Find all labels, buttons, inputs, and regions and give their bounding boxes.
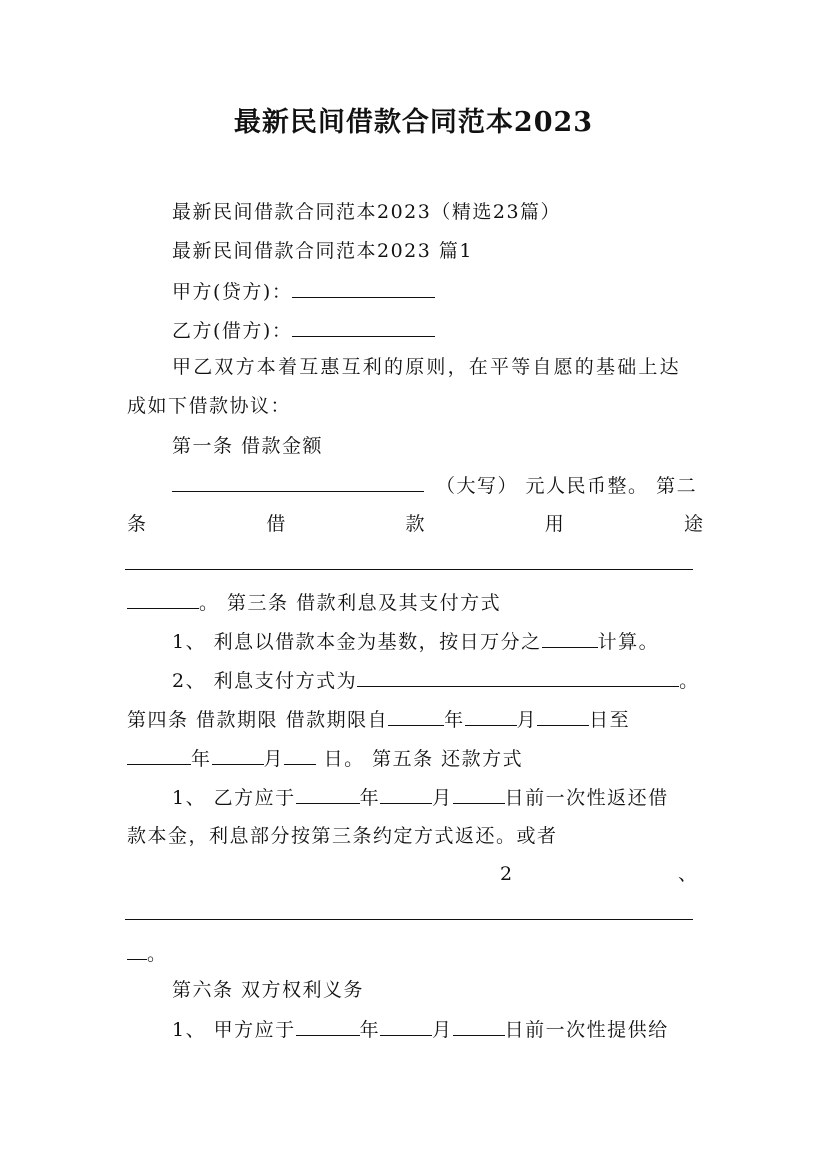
- party-a-line: [172, 279, 435, 304]
- repay-text: 1、 乙方应于: [172, 787, 296, 809]
- repay-month-blank: [380, 785, 432, 804]
- lend-year-blank: [296, 1017, 360, 1036]
- article-3-title: 。 第三条 借款利息及其支付方式: [199, 592, 502, 614]
- start-year-blank: [388, 707, 444, 726]
- interest-2-text: 2、 利息支付方式为: [172, 670, 358, 692]
- intro-line: 最新民间借款合同范本2023（精选23篇）: [172, 201, 562, 223]
- start-day-label: 日至: [589, 709, 631, 731]
- amount-blank: [172, 473, 424, 492]
- agreement-line-2: 成如下借款协议：: [127, 395, 292, 417]
- agreement-line-1: 甲乙双方本着互惠互利的原则，在平等自愿的基础上达: [172, 356, 681, 378]
- article-4-line-1: [127, 707, 630, 732]
- repay-year-label: 年: [359, 787, 381, 809]
- lend-month-label: 月: [432, 1019, 453, 1041]
- lend-text: 1、 甲方应于: [172, 1019, 296, 1041]
- end-day-blank: [284, 746, 316, 765]
- party-a-blank: [292, 279, 435, 298]
- repay-line-1: [172, 785, 669, 810]
- lend-line-1: [172, 1017, 669, 1042]
- end-year-blank: [127, 746, 191, 765]
- party-b-blank: [292, 318, 435, 337]
- article-2-line: [127, 512, 703, 536]
- article-4-line-2: [127, 746, 523, 771]
- repay-month-label: 月: [432, 787, 453, 809]
- end-mark: 。: [147, 943, 168, 965]
- end-year-label: 年: [191, 748, 212, 770]
- article-2-char: 款: [405, 513, 425, 535]
- interest-line-2: [172, 668, 700, 693]
- article-1-title: 第一条 借款金额: [172, 435, 324, 457]
- article-3-line: [127, 590, 501, 615]
- repay-day-blank: [453, 785, 505, 804]
- purpose-blank: [125, 569, 693, 570]
- end-month-blank: [212, 746, 264, 765]
- party-a-label: 甲方(贷方)：: [172, 281, 293, 303]
- party-b-line: [172, 318, 435, 343]
- party-b-label: 乙方(借方)：: [172, 320, 293, 342]
- interest-rate-blank: [542, 629, 598, 648]
- end-month-label: 月: [263, 748, 285, 770]
- article-2-char: 用: [544, 513, 564, 535]
- item-2-number: 2: [500, 863, 514, 885]
- repay-text-end: 日前一次性返还借: [504, 787, 669, 809]
- article-2-char: 借: [266, 513, 286, 535]
- alternative-repay-end: [127, 941, 168, 966]
- amount-line: [172, 473, 697, 498]
- lend-day-blank: [453, 1017, 505, 1036]
- interest-1-text: 1、 利息以借款本金为基数，按日万分之: [172, 631, 542, 653]
- lend-year-label: 年: [359, 1019, 381, 1041]
- article-2-char: 途: [683, 513, 703, 535]
- article-2-char: 条: [127, 513, 147, 535]
- repay-year-blank: [296, 785, 360, 804]
- alternative-repay-blank: [125, 919, 693, 920]
- start-month-blank: [465, 707, 517, 726]
- payment-method-blank: [357, 668, 679, 687]
- interest-2-end: 。: [679, 670, 700, 692]
- lend-text-end: 日前一次性提供给: [504, 1019, 669, 1041]
- start-year-label: 年: [444, 709, 465, 731]
- item-2-mark: 、: [678, 863, 699, 885]
- article-6-title: 第六条 双方权利义务: [172, 979, 365, 1001]
- article-4-text: 第四条 借款期限 借款期限自: [127, 709, 389, 731]
- purpose-blank-end: [127, 590, 199, 609]
- start-month-label: 月: [516, 709, 538, 731]
- amount-text: （大写） 元人民币整。 第二: [436, 475, 698, 497]
- alternative-repay-blank-end: [127, 941, 147, 960]
- lend-month-blank: [380, 1017, 432, 1036]
- interest-1-end: 计算。: [597, 631, 660, 653]
- interest-line-1: [172, 629, 659, 654]
- document-title: 最新民间借款合同范本2023: [233, 107, 594, 138]
- repay-line-2: 款本金，利息部分按第三条约定方式返还。或者: [127, 825, 558, 847]
- section-heading: 最新民间借款合同范本2023 篇1: [172, 240, 473, 262]
- article-5-title: 日。 第五条 还款方式: [316, 748, 524, 770]
- start-day-blank: [537, 707, 589, 726]
